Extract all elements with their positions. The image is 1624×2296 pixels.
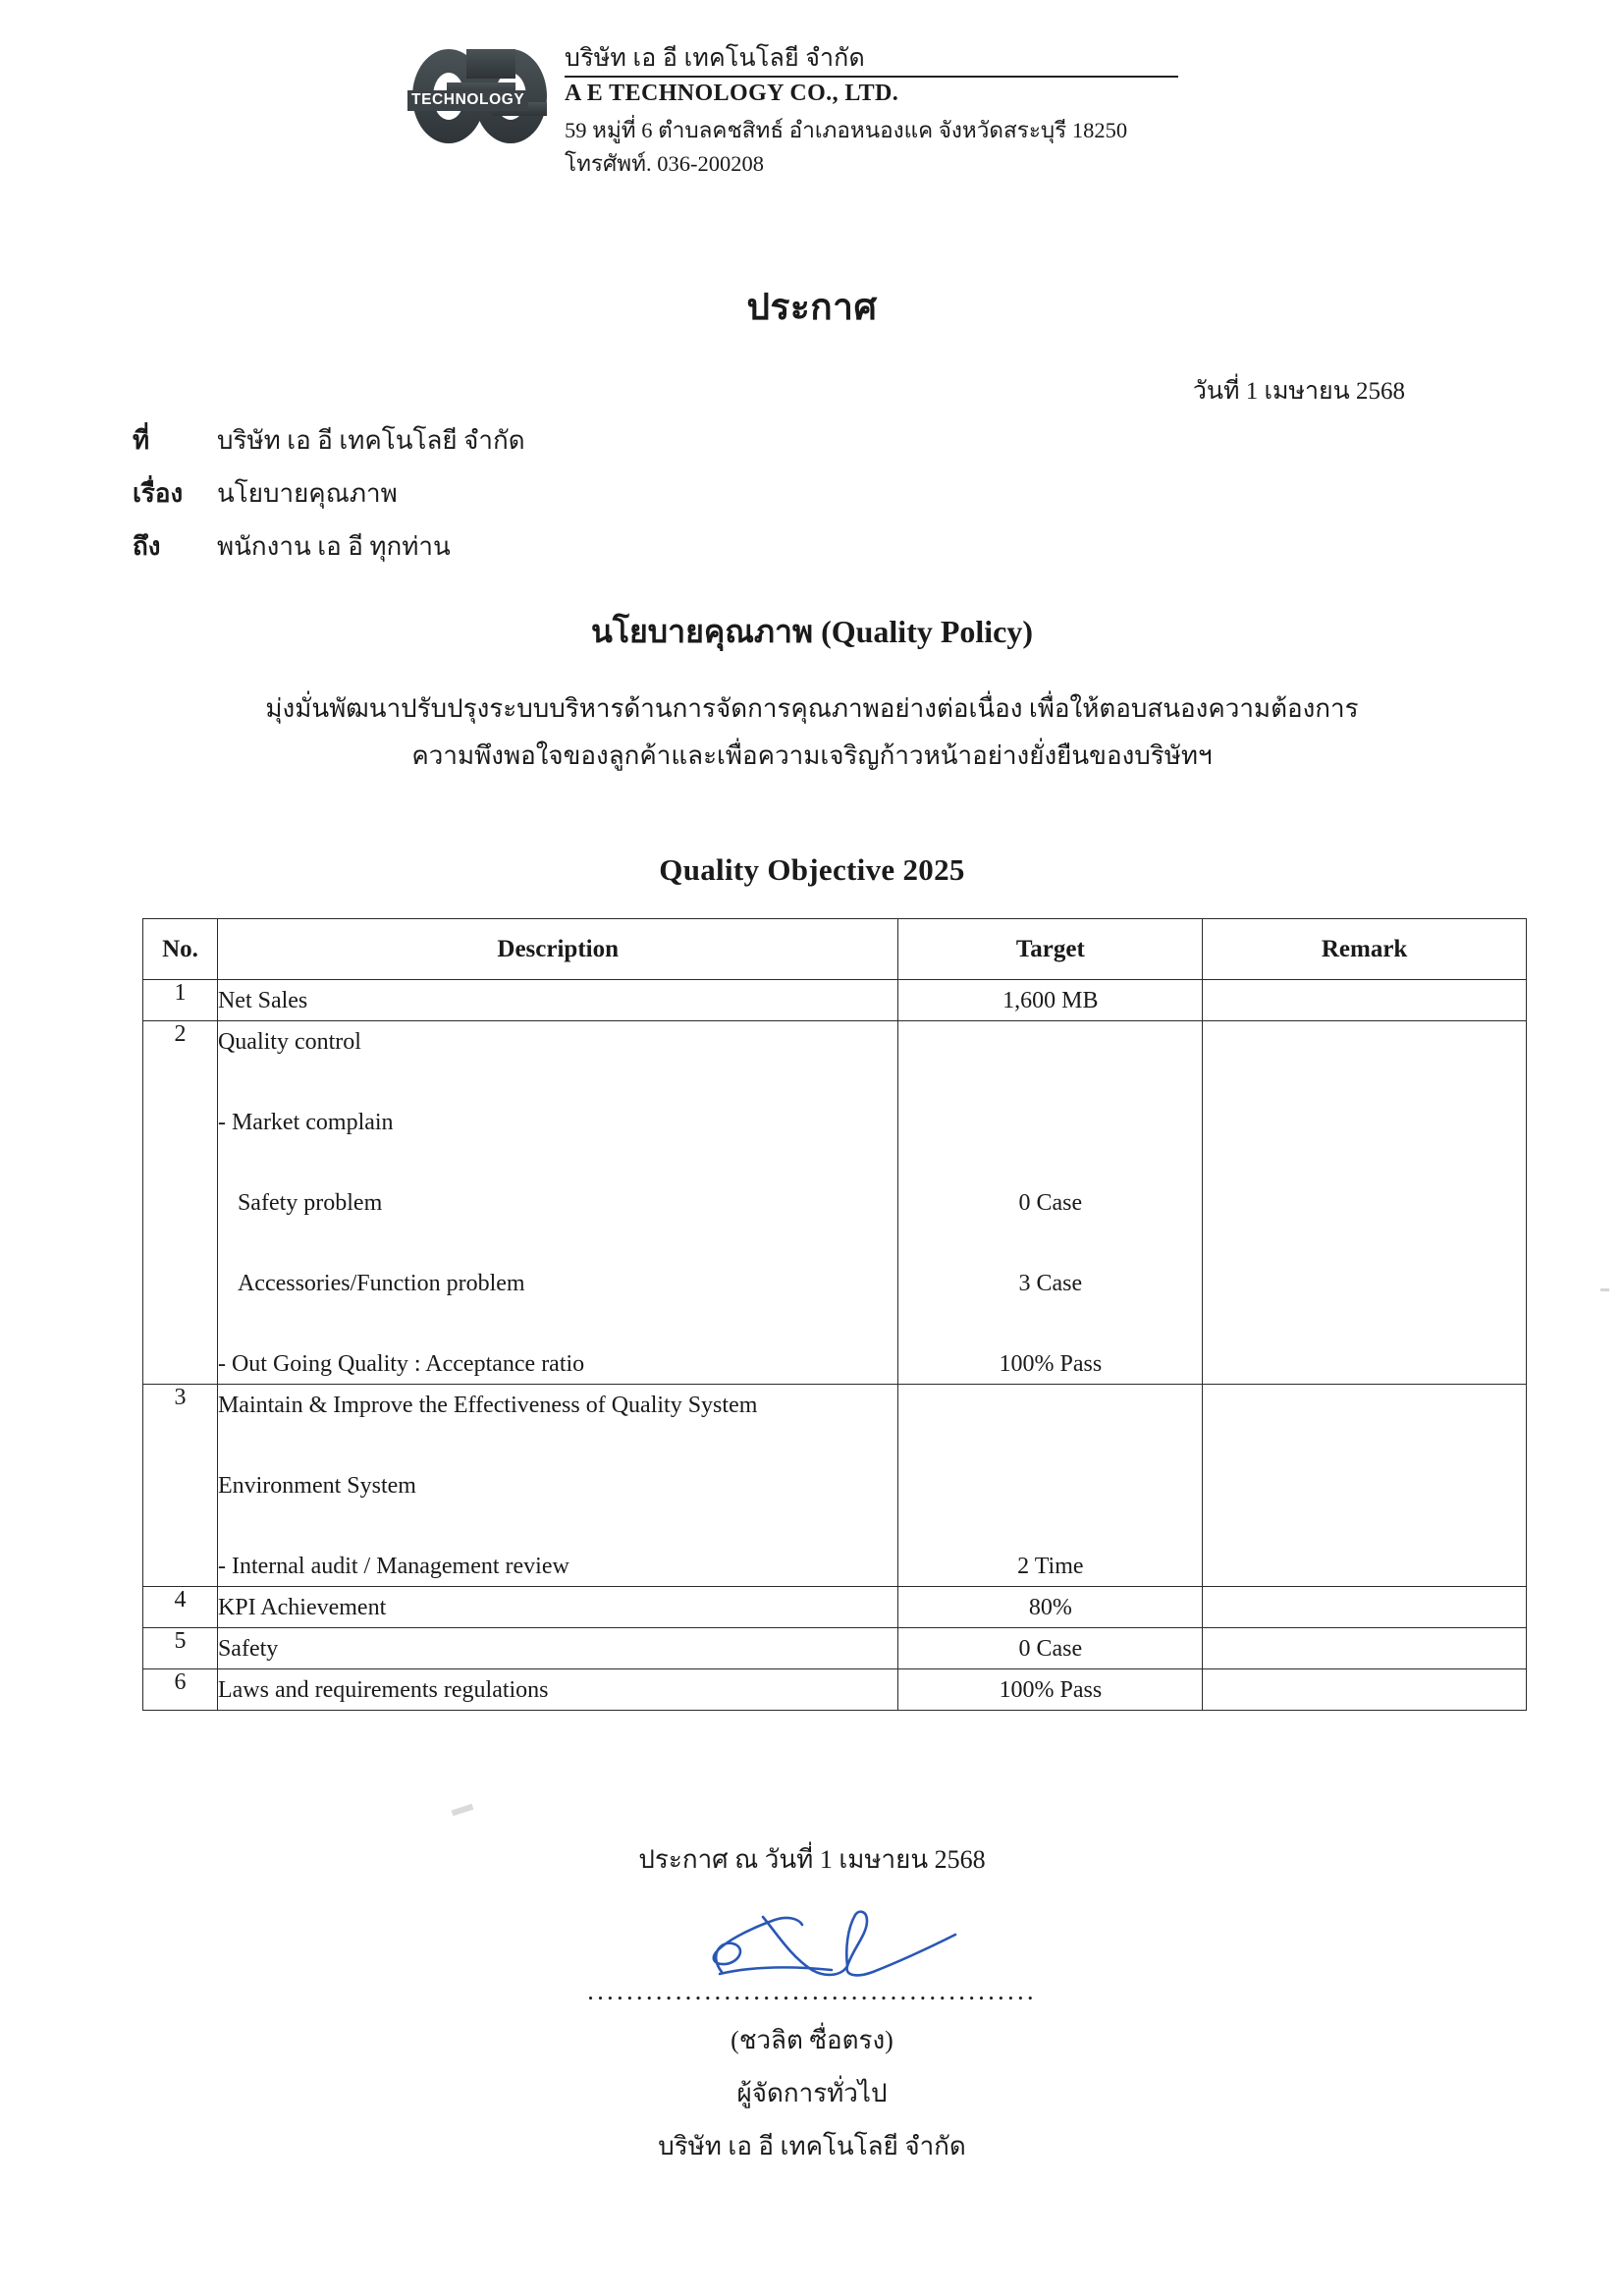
company-name-english: A E TECHNOLOGY CO., LTD. xyxy=(565,81,899,106)
description-line: - Market complain xyxy=(217,1109,394,1135)
description-line: Safety xyxy=(217,1635,279,1662)
objective-table-wrapper xyxy=(142,918,1527,1711)
description-spacer xyxy=(218,1425,898,1465)
description-line: - Out Going Quality : Acceptance ratio xyxy=(217,1350,585,1377)
cell-description xyxy=(217,980,898,1021)
target-value: 0 Case xyxy=(1018,1189,1083,1216)
description-line: Environment System xyxy=(217,1472,416,1499)
cell-target xyxy=(898,1587,1203,1628)
cell-remark xyxy=(1203,1587,1527,1628)
target-value: 2 Time xyxy=(1017,1553,1084,1579)
target-value: 80% xyxy=(1028,1594,1072,1620)
quality-policy-line-2: ความพึงพอใจของลูกค้าและเพื่อความเจริญก้าวหน้าอย่างยั่งยืนของบริษัทฯ xyxy=(411,741,1213,771)
cell-description xyxy=(217,1628,898,1669)
description-spacer xyxy=(218,1142,898,1182)
meta-value-from: บริษัท เอ อี เทคโนโลยี จำกัด xyxy=(217,426,525,455)
meta-row-to xyxy=(133,526,1016,567)
document-date: วันที่ 1 เมษายน 2568 xyxy=(1192,378,1405,405)
table-row xyxy=(143,1587,1527,1628)
signature-block xyxy=(0,1905,1624,2166)
cell-remark xyxy=(1203,1021,1527,1385)
description-line: KPI Achievement xyxy=(217,1594,387,1620)
table-header-row xyxy=(143,919,1527,980)
cell-no: 1 xyxy=(143,980,218,1021)
meta-label-subject: เรื่อง xyxy=(133,479,184,508)
cell-no: 5 xyxy=(143,1628,218,1669)
target-spacer xyxy=(898,1303,1202,1343)
column-header-target: Target xyxy=(898,919,1203,980)
target-spacer xyxy=(898,1223,1202,1263)
cell-no: 4 xyxy=(143,1587,218,1628)
description-line: Net Sales xyxy=(217,987,308,1013)
meta-row-from xyxy=(133,420,1016,461)
description-line: Laws and requirements regulations xyxy=(217,1676,549,1703)
signature-graphic xyxy=(0,1905,1624,1995)
meta-label-from: ที่ xyxy=(133,426,150,455)
scan-edge-mark xyxy=(1600,1288,1609,1291)
target-spacer xyxy=(898,1425,1202,1465)
cell-target xyxy=(898,1021,1203,1385)
cell-no: 2 xyxy=(143,1021,218,1385)
target-spacer xyxy=(898,1505,1202,1546)
description-spacer xyxy=(218,1223,898,1263)
description-line: Accessories/Function problem xyxy=(237,1270,525,1296)
description-spacer xyxy=(218,1062,898,1102)
target-value: 1,600 MB xyxy=(1002,987,1099,1013)
quality-policy-heading: นโยบายคุณภาพ (Quality Policy) xyxy=(590,614,1034,649)
cell-description xyxy=(217,1669,898,1711)
letterhead xyxy=(407,41,1178,180)
cell-target xyxy=(898,1628,1203,1669)
quality-objective-table xyxy=(142,918,1527,1711)
company-name-thai: บริษัท เอ อี เทคโนโลยี จำกัด xyxy=(565,45,865,72)
description-line: Safety problem xyxy=(237,1189,383,1216)
objective-table-title: Quality Objective 2025 xyxy=(659,852,965,887)
column-header-description: Description xyxy=(217,919,898,980)
signer-name: (ชวลิต ซื่อตรง) xyxy=(731,2026,893,2054)
table-body xyxy=(143,980,1527,1711)
description-line: Maintain & Improve the Effectiveness of Quality System xyxy=(217,1392,758,1418)
cell-target xyxy=(898,980,1203,1021)
description-spacer xyxy=(218,1505,898,1546)
scan-artifact-mark xyxy=(452,1804,474,1817)
description-spacer xyxy=(218,1303,898,1343)
table-row xyxy=(143,1669,1527,1711)
table-row xyxy=(143,980,1527,1021)
quality-policy-body xyxy=(0,685,1624,780)
letterhead-text xyxy=(555,41,1178,180)
signer-role: ผู้จัดการทั่วไป xyxy=(736,2079,888,2107)
signature-dotted-line: .............................................. xyxy=(587,1976,1037,2005)
meta-row-subject xyxy=(133,473,1016,514)
letterhead-divider xyxy=(565,76,1178,78)
cell-description xyxy=(217,1385,898,1587)
company-telephone: โทรศัพท์. 036-200208 xyxy=(565,150,764,176)
handwritten-signature-icon xyxy=(665,1905,959,1995)
company-logo xyxy=(407,43,555,149)
page-title: ประกาศ xyxy=(746,288,878,328)
logo-technology-band: TECHNOLOGY xyxy=(407,90,528,111)
description-line: Quality control xyxy=(217,1028,361,1055)
target-spacer xyxy=(898,1465,1202,1505)
announcement-date: ประกาศ ณ วันที่ 1 เมษายน 2568 xyxy=(638,1845,986,1874)
target-value: 0 Case xyxy=(1018,1635,1083,1662)
description-line: - Internal audit / Management review xyxy=(217,1553,569,1579)
target-spacer xyxy=(898,1102,1202,1142)
target-spacer xyxy=(898,1142,1202,1182)
signer-company: บริษัท เอ อี เทคโนโลยี จำกัด xyxy=(658,2132,966,2160)
cell-remark xyxy=(1203,1669,1527,1711)
company-address: 59 หมู่ที่ 6 ตำบลคชสิทธ์ อำเภอหนองแค จังหวัดสระบุรี 18250 xyxy=(565,117,1128,142)
table-header xyxy=(143,919,1527,980)
column-header-no: No. xyxy=(143,919,218,980)
quality-policy-line-1: มุ่งมั่นพัฒนาปรับปรุงระบบบริหารด้านการจัดการคุณภาพอย่างต่อเนื่อง เพื่อให้ตอบสนองความต้องการ xyxy=(265,694,1359,723)
cell-no: 6 xyxy=(143,1669,218,1711)
cell-target xyxy=(898,1669,1203,1711)
table-row xyxy=(143,1021,1527,1385)
meta-value-to: พนักงาน เอ อี ทุกท่าน xyxy=(217,532,451,561)
cell-target xyxy=(898,1385,1203,1587)
meta-value-subject: นโยบายคุณภาพ xyxy=(217,479,398,508)
target-value: 100% Pass xyxy=(999,1350,1103,1377)
column-header-remark: Remark xyxy=(1203,919,1527,980)
target-spacer xyxy=(898,1062,1202,1102)
cell-remark xyxy=(1203,980,1527,1021)
table-row xyxy=(143,1385,1527,1587)
cell-remark xyxy=(1203,1628,1527,1669)
target-value: 3 Case xyxy=(1018,1270,1083,1296)
cell-no: 3 xyxy=(143,1385,218,1587)
meta-label-to: ถึง xyxy=(133,532,161,561)
cell-remark xyxy=(1203,1385,1527,1587)
target-spacer xyxy=(898,1021,1202,1062)
table-row xyxy=(143,1628,1527,1669)
cell-description xyxy=(217,1587,898,1628)
target-value: 100% Pass xyxy=(999,1676,1103,1703)
target-spacer xyxy=(898,1385,1202,1425)
document-meta xyxy=(133,420,1016,579)
cell-description xyxy=(217,1021,898,1385)
